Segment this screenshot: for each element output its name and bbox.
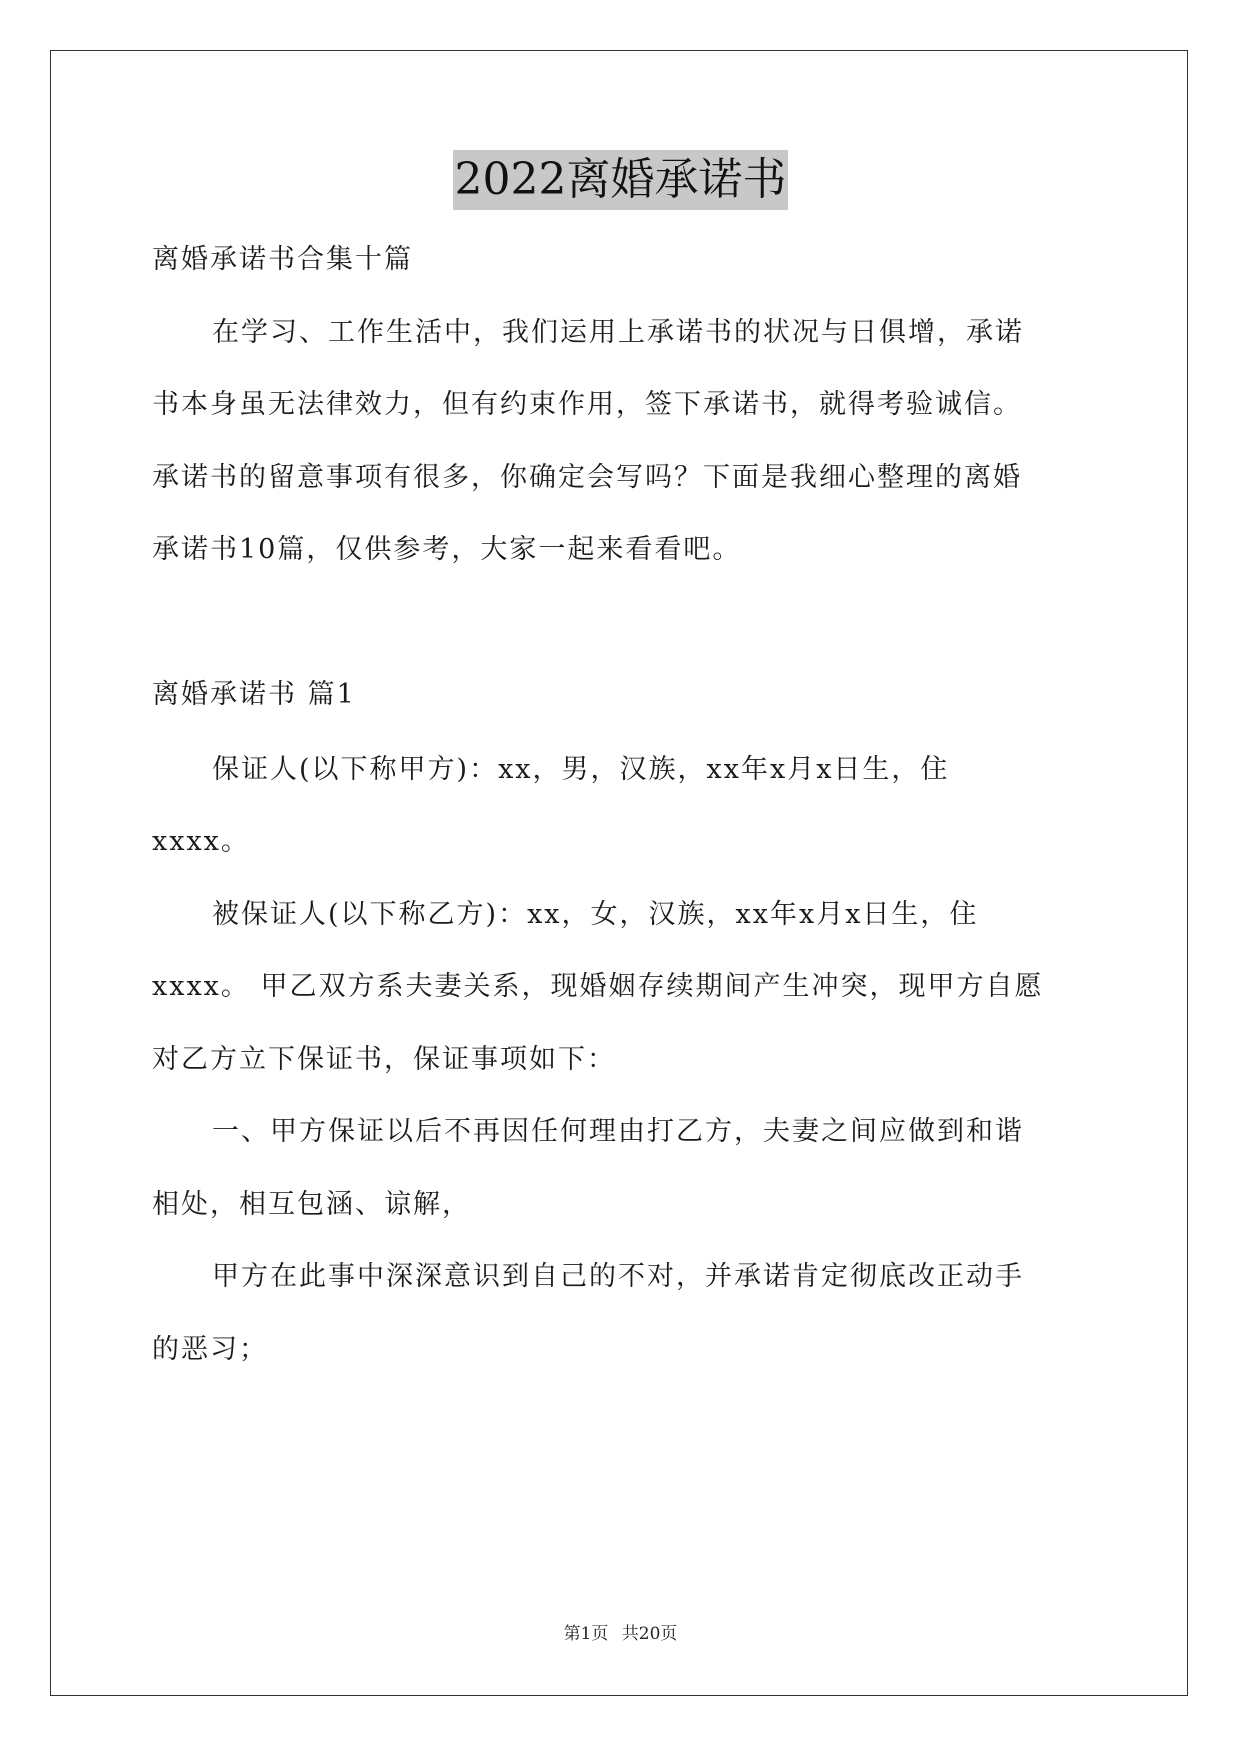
body-line: 保证人(以下称甲方)：xx，男，汉族，xx年x月x日生，住 bbox=[212, 754, 950, 785]
intro-line: 承诺书10篇，仅供参考，大家一起来看看吧。 bbox=[152, 534, 742, 565]
body-line: 相处，相互包涵、谅解， bbox=[152, 1189, 471, 1220]
document-title: 2022离婚承诺书 bbox=[453, 150, 789, 210]
intro-line: 书本身虽无法律效力，但有约束作用，签下承诺书，就得考验诚信。 bbox=[152, 389, 1022, 420]
page-total: 共20页 bbox=[621, 1624, 678, 1644]
page-border bbox=[50, 50, 1188, 1696]
intro-line: 在学习、工作生活中，我们运用上承诺书的状况与日俱增，承诺 bbox=[212, 317, 1024, 348]
section-heading: 离婚承诺书 篇1 bbox=[152, 679, 356, 710]
page-footer bbox=[0, 1622, 1241, 1646]
body-line: 甲方在此事中深深意识到自己的不对，并承诺肯定彻底改正动手 bbox=[212, 1261, 1024, 1292]
body-line: 的恶习； bbox=[152, 1334, 268, 1365]
intro-line: 承诺书的留意事项有很多，你确定会写吗？下面是我细心整理的离婚 bbox=[152, 462, 1022, 493]
document-subtitle: 离婚承诺书合集十篇 bbox=[152, 244, 413, 275]
body-line: xxxx。 bbox=[152, 826, 250, 857]
body-line: 一、甲方保证以后不再因任何理由打乙方，夫妻之间应做到和谐 bbox=[212, 1116, 1024, 1147]
title-container bbox=[0, 150, 1241, 210]
page-current: 第1页 bbox=[563, 1624, 609, 1644]
body-line: 被保证人(以下称乙方)：xx，女，汉族，xx年x月x日生，住 bbox=[212, 899, 979, 930]
body-line: 对乙方立下保证书，保证事项如下： bbox=[152, 1044, 616, 1075]
body-line: xxxx。 甲乙双方系夫妻关系，现婚姻存续期间产生冲突，现甲方自愿 bbox=[152, 971, 1044, 1002]
